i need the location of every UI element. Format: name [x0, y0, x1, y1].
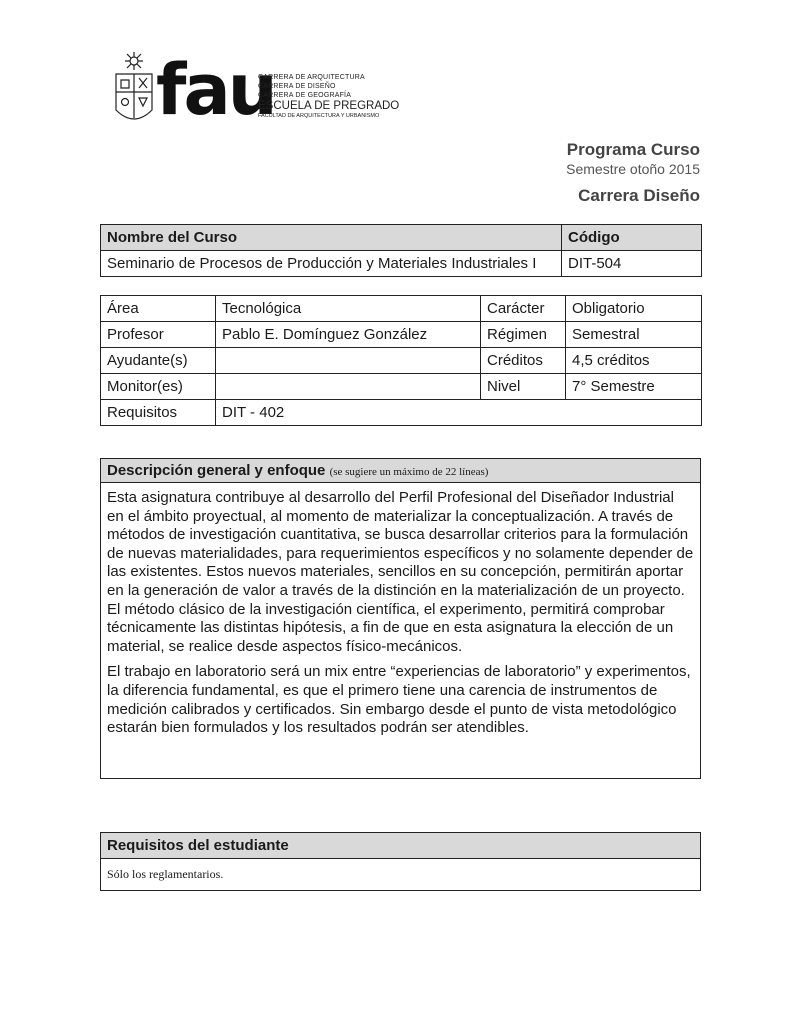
profesor-label: Profesor — [101, 322, 216, 348]
page-title: Programa Curso — [566, 140, 700, 159]
course-name-label: Nombre del Curso — [101, 225, 562, 251]
table-row — [101, 348, 702, 374]
creditos-value: 4,5 créditos — [566, 348, 702, 374]
monitor-label: Monitor(es) — [101, 374, 216, 400]
course-table-row — [101, 251, 702, 277]
table-row — [101, 400, 702, 426]
course-name-value: Seminario de Procesos de Producción y Materiales Industriales I — [101, 251, 562, 277]
table-row — [101, 296, 702, 322]
nivel-value: 7° Semestre — [566, 374, 702, 400]
course-code-label: Código — [562, 225, 702, 251]
course-table-header — [101, 225, 702, 251]
table-row — [101, 374, 702, 400]
nivel-label: Nivel — [481, 374, 566, 400]
semester-label: Semestre otoño 2015 — [566, 161, 700, 177]
logo-text-block — [258, 74, 399, 119]
description-title: Descripción general y enfoque — [107, 462, 326, 479]
area-label: Área — [101, 296, 216, 322]
table-row — [101, 322, 702, 348]
student-requirements-title: Requisitos del estudiante — [101, 833, 700, 859]
creditos-label: Créditos — [481, 348, 566, 374]
university-seal-icon — [112, 48, 156, 128]
logo-faculty: FACULTAD DE ARQUITECTURA Y URBANISMO — [258, 112, 380, 119]
faculty-logo — [108, 48, 398, 130]
regimen-value: Semestral — [566, 322, 702, 348]
ayudante-value — [216, 348, 481, 374]
ayudante-label: Ayudante(s) — [101, 348, 216, 374]
description-body — [101, 483, 700, 738]
caracter-value: Obligatorio — [566, 296, 702, 322]
caracter-label: Carácter — [481, 296, 566, 322]
logo-line-geografia: CARRERA DE GEOGRAFÍA — [258, 92, 352, 99]
logo-line-arquitectura: CARRERA DE ARQUITECTURA — [258, 74, 365, 81]
requisitos-value: DIT - 402 — [216, 400, 702, 426]
area-value: Tecnológica — [216, 296, 481, 322]
logo-wordmark: fau — [156, 49, 275, 131]
description-section — [100, 458, 701, 779]
description-paragraph-2: El trabajo en laboratorio será un mix entre “experiencias de laboratorio” y experimentos, la diferencia fundamental, es que el primero tiene una carencia de instrumentos de medición calibrados y certificados. Sin embargo desde el punto de vista metodológico estarán bien formulados y los resultados podrán ser atendibles. — [107, 663, 691, 737]
regimen-label: Régimen — [481, 322, 566, 348]
career-label: Carrera Diseño — [578, 186, 700, 205]
description-header — [101, 459, 700, 483]
course-code-value: DIT-504 — [562, 251, 702, 277]
description-paragraph-1: Esta asignatura contribuye al desarrollo del Perfil Profesional del Diseñador Industrial en el ámbito proyectual, al momento de materializar la conceptualización. A través de métodos de investigación cuantitativa, se busca desarrollar criterios para la formulación de nuevas materialidades, para requerimientos específicos y no solamente depender de las existentes. Estos nuevos materiales, sencillos en su concepción, permitirán aportar en la generación de valor a través de la distinción en la materialización de un proyecto. El método clásico de la investigación científica, el experimento, permitirá comprobar técnicamente las distintas hipótesis, a fin de que en esta asignatura la elección de un material, se realice desde aspectos físico-mecánicos. — [107, 489, 694, 655]
logo-line-diseno: CARRERA DE DISEÑO — [258, 83, 336, 90]
logo-school: ESCUELA DE PREGRADO — [258, 100, 400, 112]
profesor-value: Pablo E. Domínguez González — [216, 322, 481, 348]
requisitos-label: Requisitos — [101, 400, 216, 426]
course-table — [100, 224, 702, 277]
monitor-value — [216, 374, 481, 400]
student-requirements-text: Sólo los reglamentarios. — [107, 867, 224, 881]
description-note: (se sugiere un máximo de 22 líneas) — [329, 466, 489, 478]
info-table — [100, 295, 702, 426]
student-requirements-section — [100, 832, 701, 891]
